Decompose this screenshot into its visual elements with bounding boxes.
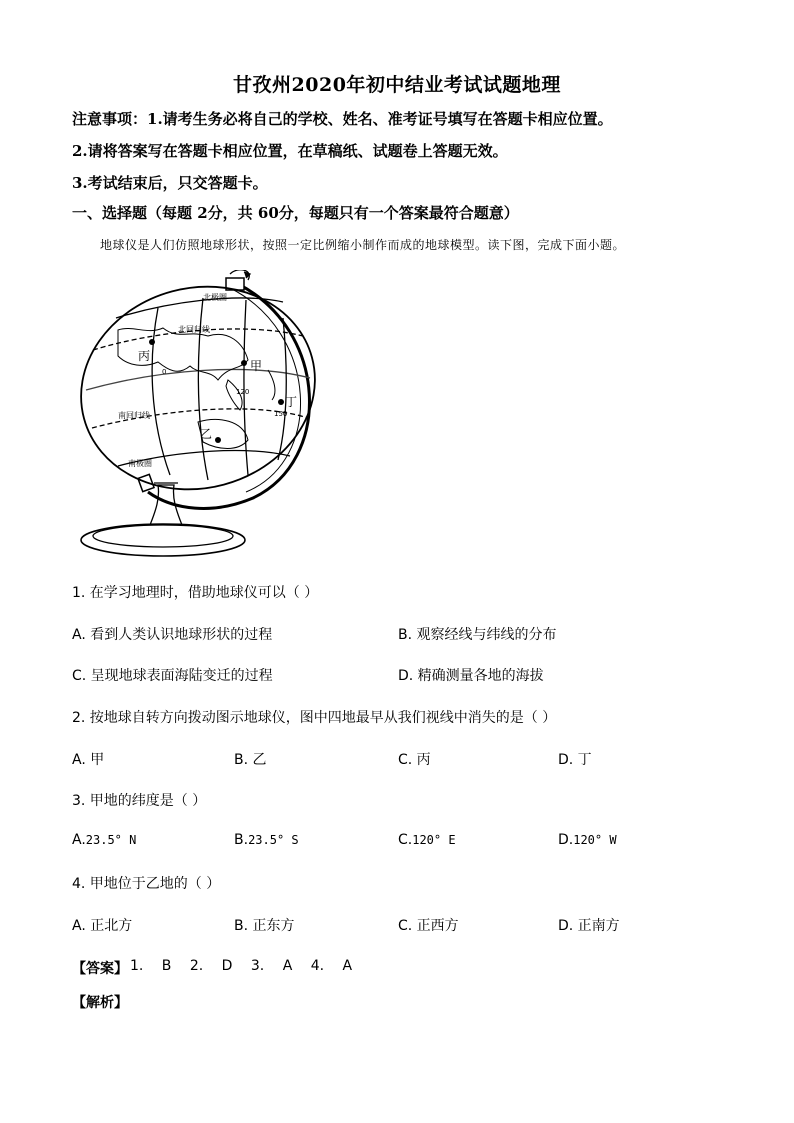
label-arctic-circle: 北极圈 [203,293,227,302]
q3-option-a-value: 23.5° N [85,833,137,847]
q3-option-a-letter: A. [72,832,86,848]
q3-option-d-value: 120° W [573,833,617,847]
intro-text: 地球仪是人们仿照地球形状，按照一定比例缩小制作而成的地球模型。读下图，完成下面小题。 [100,238,626,252]
label-lon-150: 150 [274,410,288,418]
question-2: 2. 按地球自转方向拨动图示地球仪，图中四地最早从我们视线中消失的是（ ） [72,710,557,726]
answers-list: 1. B 2. D 3. A 4. A [130,958,353,974]
label-tropic-capricorn: 南回归线 [118,411,150,420]
q4-option-d: D. 正南方 [558,918,620,934]
q2-option-c: C. 丙 [398,752,431,768]
q3-option-d [558,832,617,848]
answer-tag: 【答案】 [72,961,128,977]
notice-line-3: 3.考试结束后，只交答题卡。 [72,174,268,192]
label-ding: 丁 [285,395,298,409]
label-tropic-cancer: 北回归线 [178,325,210,334]
label-bing: 丙 [138,349,151,363]
label-lon-120: 120 [236,388,250,396]
q3-option-c [398,832,456,848]
section-heading: 一、选择题（每题 2分，共 60分，每题只有一个答案最符合题意） [72,204,519,222]
question-4: 4. 甲地位于乙地的（ ） [72,876,221,892]
page-title: 甘孜州2020年初中结业考试试题地理 [233,74,561,96]
q4-option-a: A. 正北方 [72,918,133,934]
label-jia: 甲 [250,359,263,373]
question-1: 1. 在学习地理时，借助地球仪可以（ ） [72,585,319,601]
q2-option-a: A. 甲 [72,752,105,768]
q2-option-b: B. 乙 [234,752,267,768]
q3-option-a [72,832,136,848]
globe-figure [78,270,328,565]
q4-option-b: B. 正东方 [234,918,295,934]
question-3: 3. 甲地的纬度是（ ） [72,793,207,809]
q3-option-c-value: 120° E [412,833,456,847]
q3-option-b-value: 23.5° S [248,833,299,847]
q2-option-d: D. 丁 [558,752,592,768]
analysis-tag: 【解析】 [72,995,128,1011]
q1-option-a: A. 看到人类认识地球形状的过程 [72,627,273,643]
q3-option-b-letter: B. [234,832,249,848]
label-lon-0: 0 [162,368,167,376]
q1-option-c: C. 呈现地球表面海陆变迁的过程 [72,668,273,684]
q4-option-c: C. 正西方 [398,918,459,934]
q3-option-b [234,832,299,848]
q1-option-d: D. 精确测量各地的海拔 [398,668,544,684]
q3-option-d-letter: D. [558,832,574,848]
notice-line-1: 注意事项：1.请考生务必将自己的学校、姓名、准考证号填写在答题卡相应位置。 [72,110,613,128]
label-antarctic-circle: 南极圈 [128,459,152,468]
label-yi: 乙 [200,427,213,441]
q1-option-b: B. 观察经线与纬线的分布 [398,627,557,643]
notice-line-2: 2.请将答案写在答题卡相应位置，在草稿纸、试题卷上答题无效。 [72,142,508,160]
q3-option-c-letter: C. [398,832,413,848]
